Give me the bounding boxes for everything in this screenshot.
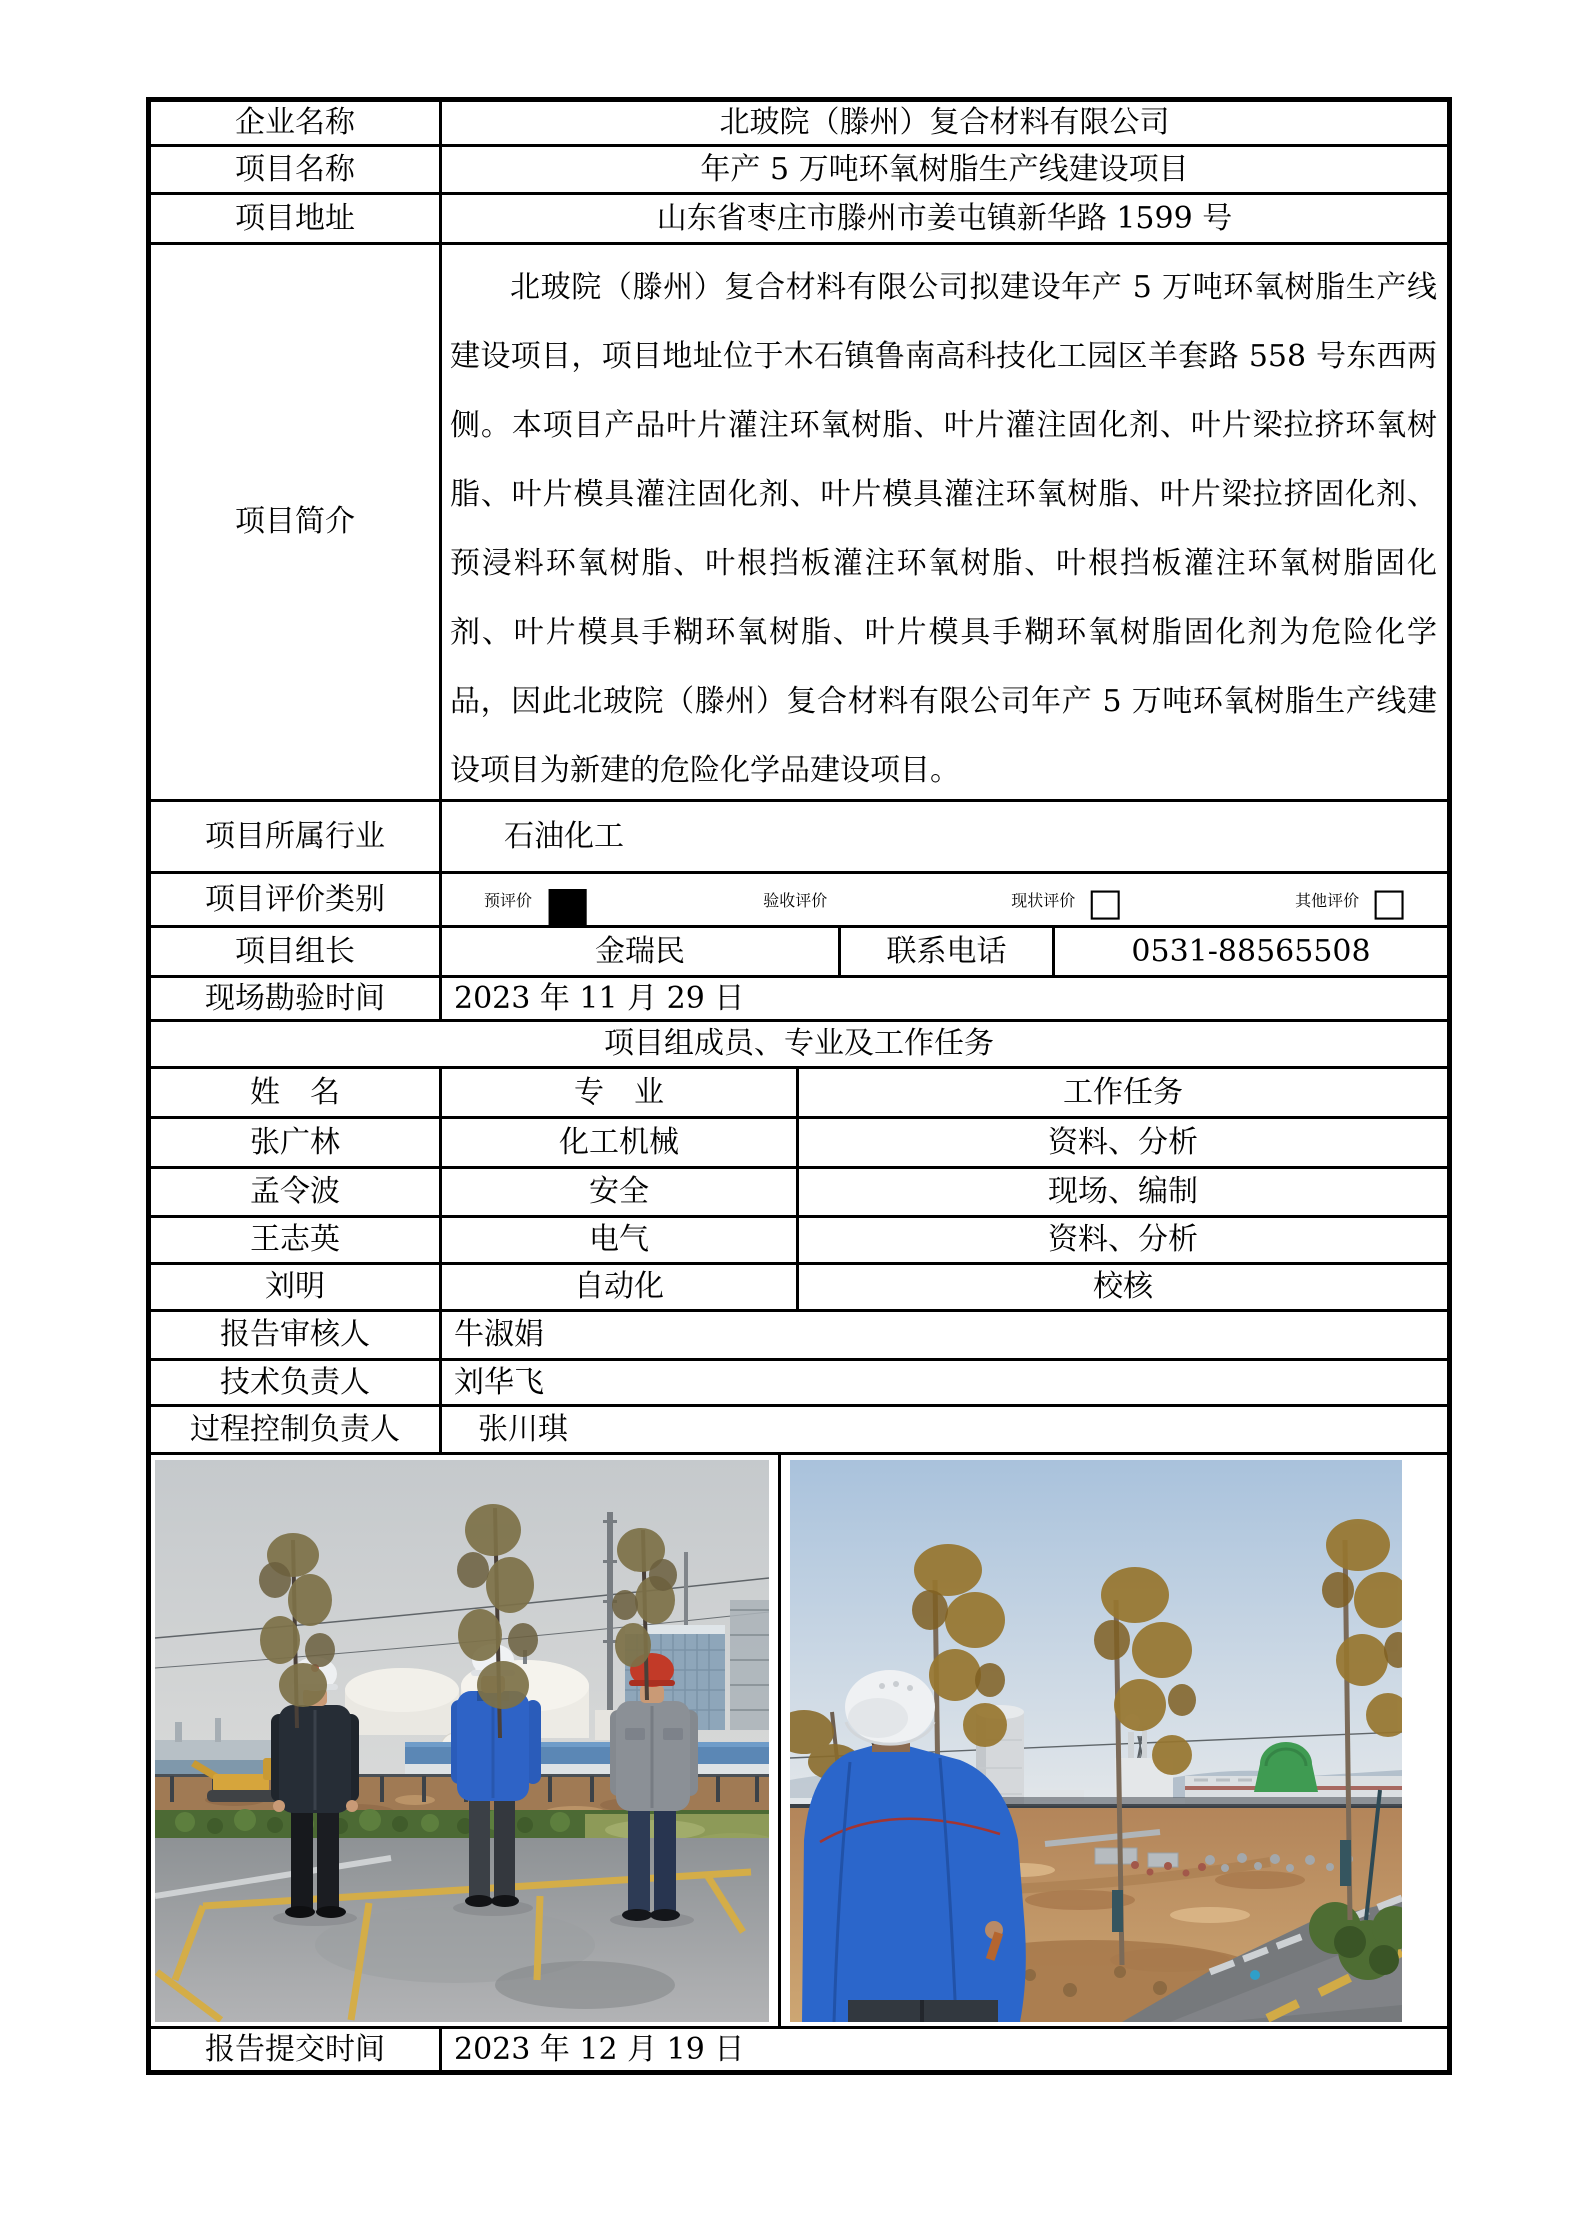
header-member-name: 姓 名 — [151, 1069, 442, 1116]
value-company-name: 北玻院（滕州）复合材料有限公司 — [719, 105, 1170, 141]
member-task: 资料、分析 — [1048, 1222, 1198, 1258]
member-task: 资料、分析 — [1048, 1124, 1198, 1160]
member-task: 现场、编制 — [1048, 1174, 1198, 1210]
option-acceptance-evaluation — [763, 888, 839, 911]
header-member-major: 专 业 — [442, 1069, 799, 1116]
row-survey-time — [151, 975, 1447, 1019]
value-project-leader: 金瑞民 — [442, 928, 841, 975]
site-photo-left-cell — [151, 1455, 781, 2026]
value-industry: 石油化工 — [504, 818, 624, 854]
row-project-leader — [151, 925, 1447, 975]
checkbox-other-evaluation: □ — [1371, 879, 1407, 924]
value-survey-time: 2023 年 11 月 29 日 — [454, 980, 745, 1016]
value-submit-time: 2023 年 12 月 19 日 — [454, 2031, 745, 2067]
label-contact-phone: 联系电话 — [841, 928, 1055, 975]
option-other-evaluation-label: 其他评价 — [1295, 891, 1360, 910]
value-project-address: 山东省枣庄市滕州市姜屯镇新华路 1599 号 — [656, 200, 1233, 236]
label-submit-time: 报告提交时间 — [151, 2029, 442, 2070]
value-project-name: 年产 5 万吨环氧树脂生产线建设项目 — [700, 151, 1189, 187]
member-major: 自动化 — [442, 1265, 799, 1309]
label-project-intro: 项目简介 — [151, 245, 442, 799]
option-status-evaluation — [1011, 879, 1124, 924]
row-eval-category — [151, 871, 1447, 933]
table-row-member-4 — [151, 1262, 1447, 1309]
label-eval-category: 项目评价类别 — [151, 874, 442, 925]
row-members-header — [151, 1066, 1447, 1116]
row-company-name — [151, 102, 1447, 144]
table-row-member-3 — [151, 1215, 1447, 1262]
member-name: 王志英 — [151, 1218, 442, 1262]
label-project-leader: 项目组长 — [151, 928, 442, 975]
table-row-member-2 — [151, 1166, 1447, 1215]
row-tech-lead — [151, 1358, 1447, 1404]
project-intro-paragraph: 北玻院（滕州）复合材料有限公司拟建设年产 5 万吨环氧树脂生产线建设项目，项目地址位于木石镇鲁南高科技化工园区羊套路 558 号东西两侧。本项目产品叶片灌注环氧树脂、叶片灌注固化剂、叶片梁拉挤环氧树脂、叶片模具灌注固化剂、叶片模具灌注环氧树脂、叶片梁拉挤固化剂、预浸料环氧树脂、叶根挡板灌注环氧树脂、叶根挡板灌注环氧树脂固化剂、叶片模具手糊环氧树脂、叶片模具手糊环氧树脂固化剂为危险化学品，因此北玻院（滕州）复合材料有限公司年产 5 万吨环氧树脂生产线建设项目为新建的危险化学品建设项目。 — [450, 270, 1437, 788]
label-industry: 项目所属行业 — [151, 802, 442, 871]
member-major: 化工机械 — [442, 1119, 799, 1166]
label-process-lead: 过程控制负责人 — [151, 1407, 442, 1452]
row-submit-time — [151, 2026, 1447, 2070]
member-name: 张广林 — [151, 1119, 442, 1166]
label-tech-lead: 技术负责人 — [151, 1361, 442, 1404]
row-industry — [151, 799, 1447, 871]
table-row-member-1 — [151, 1116, 1447, 1166]
checkbox-status-evaluation: □ — [1087, 879, 1124, 924]
label-survey-time: 现场勘验时间 — [151, 978, 442, 1019]
member-major: 电气 — [442, 1218, 799, 1262]
site-photo-right — [790, 1460, 1402, 2022]
row-project-address — [151, 192, 1447, 242]
project-info-table — [146, 97, 1452, 2075]
row-members-title — [151, 1019, 1447, 1066]
option-status-evaluation-label: 现状评价 — [1011, 891, 1076, 910]
value-contact-phone: 0531-88565508 — [1131, 933, 1371, 969]
row-project-name — [151, 144, 1447, 192]
label-project-name: 项目名称 — [151, 147, 442, 192]
row-site-photos — [151, 1452, 1447, 2026]
eval-options — [442, 874, 1447, 933]
member-task: 校核 — [1093, 1269, 1153, 1305]
option-acceptance-evaluation-label: 验收评价 — [763, 891, 828, 910]
checkbox-pre-evaluation-checked: ■ — [544, 874, 592, 933]
members-section-title: 项目组成员、专业及工作任务 — [604, 1026, 994, 1062]
member-major: 安全 — [442, 1169, 799, 1215]
value-report-reviewer: 牛淑娟 — [454, 1317, 544, 1353]
site-photo-left — [155, 1460, 769, 2022]
option-pre-evaluation — [484, 874, 592, 933]
row-project-intro — [151, 242, 1447, 799]
value-process-lead: 张川琪 — [478, 1411, 568, 1447]
value-tech-lead: 刘华飞 — [454, 1364, 544, 1400]
row-report-reviewer — [151, 1309, 1447, 1358]
label-report-reviewer: 报告审核人 — [151, 1312, 442, 1358]
label-company-name: 企业名称 — [151, 102, 442, 144]
value-project-intro — [442, 245, 1447, 799]
member-name: 孟令波 — [151, 1169, 442, 1215]
site-photo-right-cell — [781, 1455, 1447, 2026]
option-pre-evaluation-label: 预评价 — [484, 891, 533, 910]
row-process-lead — [151, 1404, 1447, 1452]
member-name: 刘明 — [151, 1265, 442, 1309]
header-member-task: 工作任务 — [1063, 1074, 1183, 1110]
option-other-evaluation — [1295, 879, 1407, 924]
label-project-address: 项目地址 — [151, 195, 442, 242]
